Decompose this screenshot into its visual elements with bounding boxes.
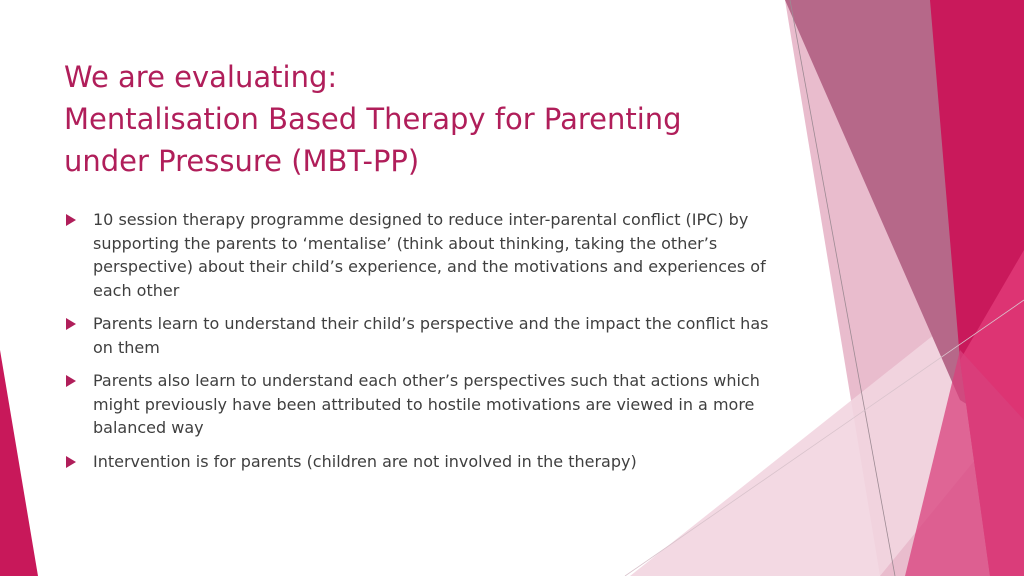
bullet-item <box>64 208 784 302</box>
title-line-1: We are evaluating: <box>64 60 338 94</box>
bullet-arrow-icon <box>66 214 76 226</box>
bullet-arrow-icon <box>66 318 76 330</box>
bullet-arrow-icon <box>66 456 76 468</box>
deco-left-sliver <box>0 350 38 576</box>
bullet-text: Parents also learn to understand each other’s perspectives such that actions which might previously have been attributed to hostile motivations are viewed in a more balanced way <box>93 371 760 437</box>
bullet-list <box>64 208 784 483</box>
bullet-item <box>64 369 784 440</box>
bullet-item <box>64 450 784 474</box>
bullet-text: Parents learn to understand their child’s perspective and the impact the conflict has on them <box>93 314 769 357</box>
slide-title <box>64 56 764 182</box>
bullet-item <box>64 312 784 359</box>
title-line-3: under Pressure (MBT-PP) <box>64 144 420 178</box>
bullet-text: 10 session therapy programme designed to reduce inter-parental conflict (IPC) by supporting the parents to ‘mentalise’ (think about thinking, taking the other’s perspective) about their child’s experience, and the motivations and experiences of each other <box>93 210 766 300</box>
title-line-2: Mentalisation Based Therapy for Parenting <box>64 102 682 136</box>
bullet-text: Intervention is for parents (children are not involved in the therapy) <box>93 451 637 471</box>
bullet-arrow-icon <box>66 375 76 387</box>
